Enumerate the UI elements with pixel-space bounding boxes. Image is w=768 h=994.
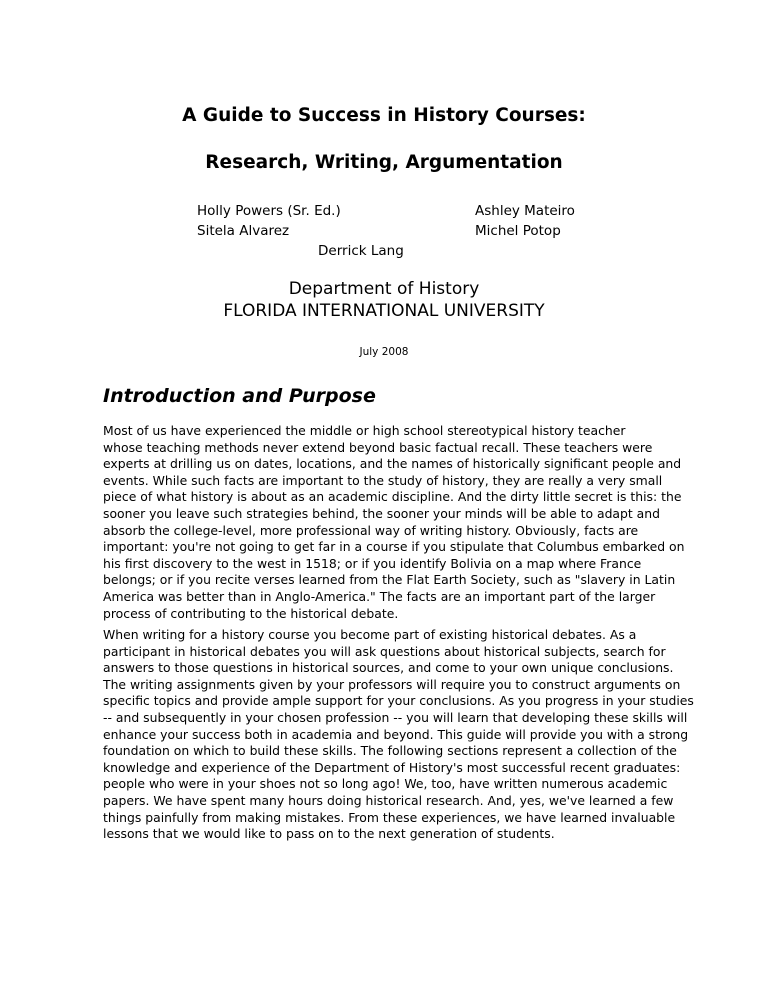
author: Sitela Alvarez xyxy=(197,223,290,239)
text-line: belongs; or if you recite verses learned from the Flat Earth Society, such as "slavery in Latin xyxy=(103,572,676,588)
text-line: Most of us have experienced the middle or high school stereotypical history teacher xyxy=(103,423,626,438)
text-line: The writing assignments given by your professors will require you to construct arguments on xyxy=(103,676,681,692)
department-name: Department of History xyxy=(288,279,480,299)
publication-date: July 2008 xyxy=(359,346,409,358)
text-line: specific topics and provide ample support for your conclusions. As you progress in your studies xyxy=(103,693,694,709)
university-name: FLORIDA INTERNATIONAL UNIVERSITY xyxy=(223,301,545,321)
text-line: process of contributing to the historical debate. xyxy=(103,605,399,621)
document-subtitle: Research, Writing, Argumentation xyxy=(205,152,563,173)
text-line: whose teaching methods never extend beyond basic factual recall. These teachers were xyxy=(103,439,653,455)
text-line: America was better than in Anglo-America." The facts are an important part of the larger xyxy=(103,588,656,604)
author: Michel Potop xyxy=(475,223,561,239)
text-line: papers. We have spent many hours doing historical research. And, yes, we've learned a few xyxy=(103,792,674,808)
text-line: lessons that we would like to pass on to the next generation of students. xyxy=(103,826,555,842)
text-line: people who were in your shoes not so long ago! We, too, have written numerous academic xyxy=(103,776,668,792)
text-line: sooner you leave such strategies behind, the sooner your minds will be able to adapt and xyxy=(103,505,660,521)
text-line: knowledge and experience of the Department of History's most successful recent graduates: xyxy=(103,759,681,775)
text-line: important: you're not going to get far in a course if you stipulate that Columbus embarked on xyxy=(103,539,685,555)
author: Ashley Mateiro xyxy=(475,203,575,219)
text-line: his first discovery to the west in 1518; or if you identify Bolivia on a map where France xyxy=(103,555,642,571)
author: Holly Powers (Sr. Ed.) xyxy=(197,203,341,219)
text-line: absorb the college-level, more professional way of writing history. Obviously, facts are xyxy=(103,522,639,538)
text-line: answers to those questions in historical sources, and come to your own unique conclusions. xyxy=(103,660,674,676)
text-line: -- and subsequently in your chosen profession -- you will learn that developing these skills will xyxy=(103,709,688,725)
text-line: experts at drilling us on dates, locations, and the names of historically significant people and xyxy=(103,456,682,472)
text-line: When writing for a history course you become part of existing historical debates. As a xyxy=(103,627,637,642)
section-heading: Introduction and Purpose xyxy=(103,385,376,407)
document-title: A Guide to Success in History Courses: xyxy=(182,105,586,126)
text-line: participant in historical debates you will ask questions about historical subjects, search for xyxy=(103,643,666,659)
author: Derrick Lang xyxy=(318,243,404,259)
text-line: events. While such facts are important to the study of history, they are really a very small xyxy=(103,472,663,488)
text-line: piece of what history is about as an academic discipline. And the dirty little secret is this: the xyxy=(103,489,682,505)
text-line: foundation on which to build these skills. The following sections represent a collection of the xyxy=(103,743,677,759)
paragraph-1 xyxy=(103,423,684,622)
text-line: things painfully from making mistakes. From these experiences, we have learned invaluable xyxy=(103,809,676,825)
text-line: enhance your success both in academia and beyond. This guide will provide you with a strong xyxy=(103,726,689,742)
paragraph-2 xyxy=(103,627,694,843)
